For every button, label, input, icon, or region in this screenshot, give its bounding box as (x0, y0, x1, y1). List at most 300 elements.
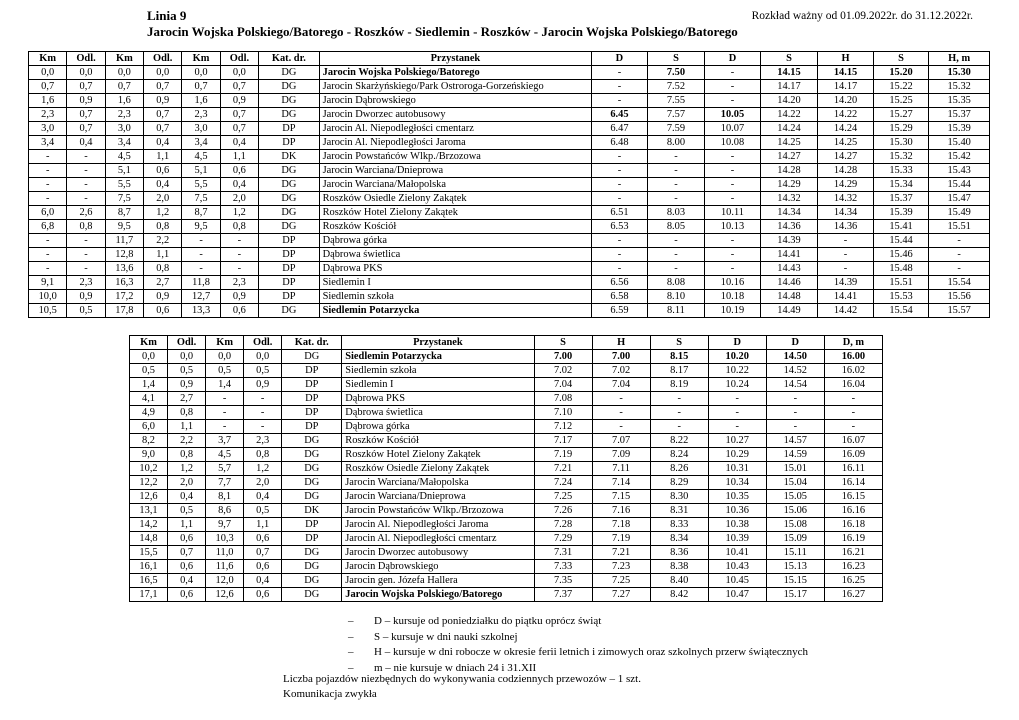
table-cell: 0,4 (168, 574, 206, 588)
table-cell: 15.13 (766, 560, 824, 574)
table-cell: DG (259, 164, 320, 178)
table-cell: 7.00 (534, 350, 592, 364)
table-cell: - (592, 420, 650, 434)
table-cell: - (29, 248, 67, 262)
table-cell: 0,0 (244, 350, 282, 364)
table-cell: 15.15 (766, 574, 824, 588)
table-row (130, 350, 883, 364)
table-cell: DP (282, 392, 342, 406)
table-cell: - (705, 178, 761, 192)
table-cell: 7.04 (592, 378, 650, 392)
table-cell: 8.03 (647, 206, 705, 220)
table-cell: - (206, 406, 244, 420)
table-cell: - (708, 420, 766, 434)
service-type-note: Komunikacja zwykła (283, 687, 377, 700)
stop-name: Roszków Hotel Zielony Zakątek (342, 448, 534, 462)
table-cell: - (824, 406, 882, 420)
table-cell: 15.54 (929, 276, 990, 290)
table-cell: 15.20 (873, 66, 929, 80)
table-cell: - (220, 234, 258, 248)
table-cell: 7.27 (592, 588, 650, 602)
table-cell: 0,6 (220, 304, 258, 318)
table-row (29, 290, 990, 304)
table-cell: - (705, 262, 761, 276)
table-cell: DG (282, 588, 342, 602)
table-cell: DG (259, 108, 320, 122)
table-cell: 15.32 (873, 150, 929, 164)
table-cell: 1,6 (182, 94, 220, 108)
table-cell: 15.37 (873, 192, 929, 206)
table-cell: 7.33 (534, 560, 592, 574)
table-cell: 7.57 (647, 108, 705, 122)
table-cell: 4,5 (206, 448, 244, 462)
table-cell: 10.29 (708, 448, 766, 462)
table-row (29, 234, 990, 248)
table-cell: 16.15 (824, 490, 882, 504)
table-cell: 15.48 (873, 262, 929, 276)
table-cell: - (929, 248, 990, 262)
table-cell: 1,1 (244, 518, 282, 532)
table-cell: - (592, 392, 650, 406)
table-cell: 0,8 (168, 448, 206, 462)
column-header: Odl. (220, 52, 258, 66)
table-cell: 14.41 (818, 290, 874, 304)
table-cell: - (592, 94, 648, 108)
table-cell: 14.54 (766, 378, 824, 392)
table-cell: 10.39 (708, 532, 766, 546)
table-cell: 16.16 (824, 504, 882, 518)
table-row (130, 448, 883, 462)
table-cell: 1,6 (29, 94, 67, 108)
table-cell: - (705, 150, 761, 164)
stop-name: Dąbrowa PKS (342, 392, 534, 406)
column-header: D (592, 52, 648, 66)
table-cell: 8.05 (647, 220, 705, 234)
table-cell: - (67, 234, 105, 248)
table-cell: 7.19 (534, 448, 592, 462)
table-cell: 15.30 (929, 66, 990, 80)
table-cell: 0,4 (220, 136, 258, 150)
table-row (130, 392, 883, 406)
table-cell: DG (282, 350, 342, 364)
table-cell: 16.07 (824, 434, 882, 448)
table-cell: 14.49 (760, 304, 818, 318)
table-cell: - (705, 66, 761, 80)
table-cell: 15.17 (766, 588, 824, 602)
table-cell: 14.15 (760, 66, 818, 80)
table-cell: 10.20 (708, 350, 766, 364)
stop-name: Jarocin Dąbrowskiego (342, 560, 534, 574)
table-cell: 7.23 (592, 560, 650, 574)
stop-name: Jarocin Wojska Polskiego/Batorego (319, 66, 592, 80)
table-cell: 7.09 (592, 448, 650, 462)
table-cell: 16.14 (824, 476, 882, 490)
table-row (29, 262, 990, 276)
legend-item (348, 645, 808, 661)
table-cell: - (705, 164, 761, 178)
table-cell: 0,8 (220, 220, 258, 234)
table-cell: DG (259, 66, 320, 80)
table-cell: 0,6 (220, 164, 258, 178)
table-cell: 6,0 (130, 420, 168, 434)
table-cell: - (220, 262, 258, 276)
table-cell: 8.31 (650, 504, 708, 518)
table-cell: - (67, 192, 105, 206)
legend-dash: – (348, 646, 354, 658)
table-cell: 10.13 (705, 220, 761, 234)
table-cell: - (647, 178, 705, 192)
table-cell: - (705, 80, 761, 94)
table-cell: DG (259, 304, 320, 318)
table-cell: - (244, 420, 282, 434)
table-cell: 6.59 (592, 304, 648, 318)
table-cell: 1,2 (168, 462, 206, 476)
table-cell: 0,4 (168, 490, 206, 504)
table-cell: 7.25 (534, 490, 592, 504)
table-cell: 5,5 (182, 178, 220, 192)
table-cell: 14.34 (760, 206, 818, 220)
stop-name: Roszków Kościół (319, 220, 592, 234)
table-cell: 1,2 (144, 206, 182, 220)
table-cell: 14.59 (766, 448, 824, 462)
table-cell: - (29, 192, 67, 206)
table-cell: 0,6 (168, 588, 206, 602)
legend-text: H – kursuje w dni robocze w okresie ferii letnich i zimowych oraz szkolnych przerw świątecznych (374, 646, 809, 658)
table-cell: 9,7 (206, 518, 244, 532)
table-cell: 6,0 (29, 206, 67, 220)
table-cell: 3,4 (105, 136, 143, 150)
table-cell: 0,7 (29, 80, 67, 94)
table-cell: 10.18 (705, 290, 761, 304)
table-cell: 15.49 (929, 206, 990, 220)
table-cell: 2,3 (244, 434, 282, 448)
table-cell: 15.05 (766, 490, 824, 504)
table-cell: 11,8 (182, 276, 220, 290)
table-cell: 14.42 (818, 304, 874, 318)
table-cell: 15.43 (929, 164, 990, 178)
column-header: Kat. dr. (259, 52, 320, 66)
table-cell: 7.50 (647, 66, 705, 80)
table-cell: 8,2 (130, 434, 168, 448)
table-cell: 16.00 (824, 350, 882, 364)
table-cell: 15.29 (873, 122, 929, 136)
table-cell: 5,1 (105, 164, 143, 178)
table-cell: 7.24 (534, 476, 592, 490)
table-cell: 14.24 (760, 122, 818, 136)
table-cell: 7,7 (206, 476, 244, 490)
table-cell: 10.08 (705, 136, 761, 150)
table-cell: 1,6 (105, 94, 143, 108)
table-cell: 15.53 (873, 290, 929, 304)
table-cell: 0,0 (67, 66, 105, 80)
table-cell: 15.51 (873, 276, 929, 290)
table-cell: 0,8 (144, 220, 182, 234)
table-cell: 8.29 (650, 476, 708, 490)
column-header: Km (206, 336, 244, 350)
table-cell: 7.08 (534, 392, 592, 406)
stop-name: Siedlemin szkoła (319, 290, 592, 304)
table-cell: 8.17 (650, 364, 708, 378)
table-cell: - (650, 406, 708, 420)
table-cell: 2,6 (67, 206, 105, 220)
column-header: H (592, 336, 650, 350)
table-cell: - (592, 164, 648, 178)
table-cell: 7.37 (534, 588, 592, 602)
table-cell: 14.39 (818, 276, 874, 290)
table-cell: 17,1 (130, 588, 168, 602)
table-cell: 7.59 (647, 122, 705, 136)
table-cell: 0,6 (168, 560, 206, 574)
table-cell: - (592, 192, 648, 206)
table-cell: 8.24 (650, 448, 708, 462)
table-cell: 15.41 (873, 220, 929, 234)
table-cell: 16.11 (824, 462, 882, 476)
table-cell: 2,0 (244, 476, 282, 490)
table-cell: 8.00 (647, 136, 705, 150)
stop-name: Jarocin Dąbrowskiego (319, 94, 592, 108)
table-cell: 4,9 (130, 406, 168, 420)
table-cell: 6.48 (592, 136, 648, 150)
table-row (130, 476, 883, 490)
table-row (29, 150, 990, 164)
table-cell: - (244, 406, 282, 420)
stop-name: Jarocin Dworzec autobusowy (342, 546, 534, 560)
table-cell: 13,6 (105, 262, 143, 276)
stop-name: Siedlemin szkoła (342, 364, 534, 378)
table-cell: 16.04 (824, 378, 882, 392)
table-cell: 15,5 (130, 546, 168, 560)
table-cell: 8.26 (650, 462, 708, 476)
table-cell: 15.06 (766, 504, 824, 518)
table-cell: 10.35 (708, 490, 766, 504)
column-header: Km (182, 52, 220, 66)
column-header: Odl. (67, 52, 105, 66)
column-header: Przystanek (319, 52, 592, 66)
table-cell: 12,8 (105, 248, 143, 262)
table-row (130, 406, 883, 420)
table-cell: 14.32 (818, 192, 874, 206)
table-cell: 2,0 (220, 192, 258, 206)
table-cell: 0,9 (244, 378, 282, 392)
table-cell: 0,4 (244, 574, 282, 588)
table-row (29, 304, 990, 318)
table-cell: - (705, 192, 761, 206)
table-cell: 0,4 (67, 136, 105, 150)
table-cell: 15.54 (873, 304, 929, 318)
table-row (130, 518, 883, 532)
table-cell: 3,0 (182, 122, 220, 136)
table-cell: DK (259, 150, 320, 164)
table-cell: DG (282, 462, 342, 476)
table-cell: 0,5 (168, 364, 206, 378)
table-cell: DP (259, 262, 320, 276)
table-cell: 15.11 (766, 546, 824, 560)
table-cell: 7.04 (534, 378, 592, 392)
column-header: Przystanek (342, 336, 534, 350)
table-row (130, 378, 883, 392)
table-cell: 0,7 (67, 122, 105, 136)
table-cell: - (647, 262, 705, 276)
table-cell: 2,2 (144, 234, 182, 248)
table-cell: 6.53 (592, 220, 648, 234)
table-cell: 14.20 (760, 94, 818, 108)
table-cell: 15.39 (929, 122, 990, 136)
table-cell: 14.29 (818, 178, 874, 192)
table-row (29, 66, 990, 80)
stop-name: Jarocin Warciana/Dnieprowa (319, 164, 592, 178)
table-cell: 15.33 (873, 164, 929, 178)
table-row (130, 574, 883, 588)
table-cell: 0,5 (168, 504, 206, 518)
stop-name: Jarocin Wojska Polskiego/Batorego (342, 588, 534, 602)
table-cell: - (650, 420, 708, 434)
table-cell: 0,4 (244, 490, 282, 504)
table-cell: - (708, 406, 766, 420)
table-cell: 0,7 (244, 546, 282, 560)
table-cell: 2,3 (67, 276, 105, 290)
notes (283, 672, 641, 701)
line-number: Linia 9 (147, 8, 187, 23)
table-cell: 14.17 (760, 80, 818, 94)
table-cell: 15.44 (873, 234, 929, 248)
table-cell: 0,9 (220, 94, 258, 108)
table-cell: DG (259, 94, 320, 108)
table-cell: 14.52 (766, 364, 824, 378)
stop-name: Dąbrowa świetlica (342, 406, 534, 420)
table-header-row (130, 336, 883, 350)
table-cell: 2,3 (105, 108, 143, 122)
table-cell: - (592, 248, 648, 262)
table-cell: 14.48 (760, 290, 818, 304)
table-cell: 4,5 (105, 150, 143, 164)
table-cell: - (818, 248, 874, 262)
table-cell: 9,5 (182, 220, 220, 234)
table-cell: 15.57 (929, 304, 990, 318)
table-cell: - (67, 164, 105, 178)
table-cell: 6.45 (592, 108, 648, 122)
table-cell: - (592, 262, 648, 276)
table-cell: 0,7 (168, 546, 206, 560)
table-cell: - (592, 66, 648, 80)
table-cell: 11,0 (206, 546, 244, 560)
table-cell: 15.01 (766, 462, 824, 476)
stop-name: Jarocin Al. Niepodległości cmentarz (319, 122, 592, 136)
table-row (130, 462, 883, 476)
table-row (130, 588, 883, 602)
table-row (29, 220, 990, 234)
table-row (130, 504, 883, 518)
table-cell: - (647, 164, 705, 178)
legend-dash: – (348, 630, 354, 643)
table-cell: 0,7 (220, 80, 258, 94)
table-cell: 8.30 (650, 490, 708, 504)
table-cell: DG (282, 560, 342, 574)
table-cell: 0,0 (29, 66, 67, 80)
table-cell: DP (282, 518, 342, 532)
table-cell: 3,4 (182, 136, 220, 150)
table-cell: 16,3 (105, 276, 143, 290)
table-row (29, 136, 990, 150)
table-cell: 0,7 (67, 108, 105, 122)
table-cell: 14.43 (760, 262, 818, 276)
table-cell: 0,7 (144, 80, 182, 94)
table-cell: 15.37 (929, 108, 990, 122)
column-header: S (760, 52, 818, 66)
table-cell: 7.21 (534, 462, 592, 476)
table-cell: 14.36 (818, 220, 874, 234)
table-row (29, 178, 990, 192)
table-cell: - (29, 262, 67, 276)
table-cell: DG (282, 476, 342, 490)
table-cell: 15.51 (929, 220, 990, 234)
table-cell: 16.27 (824, 588, 882, 602)
table-cell: - (67, 248, 105, 262)
table-cell: DP (259, 248, 320, 262)
table-cell: - (592, 406, 650, 420)
table-cell: 16.09 (824, 448, 882, 462)
table-cell: 0,9 (220, 290, 258, 304)
table-cell: 0,6 (144, 164, 182, 178)
table-cell: 16.18 (824, 518, 882, 532)
table-cell: 6.51 (592, 206, 648, 220)
table-cell: - (818, 262, 874, 276)
table-cell: 7.10 (534, 406, 592, 420)
table-cell: 9,1 (29, 276, 67, 290)
table-cell: 14.25 (818, 136, 874, 150)
table-cell: 10.31 (708, 462, 766, 476)
stop-name: Jarocin Powstańców Wlkp./Brzozowa (319, 150, 592, 164)
table-cell: 0,6 (168, 532, 206, 546)
table-cell: 1,4 (130, 378, 168, 392)
table-cell: - (824, 420, 882, 434)
table-cell: 10.38 (708, 518, 766, 532)
table-cell: 10,2 (130, 462, 168, 476)
table-cell: DG (259, 206, 320, 220)
table-cell: 0,9 (67, 94, 105, 108)
table-cell: - (824, 392, 882, 406)
table-cell: - (592, 178, 648, 192)
table-cell: 0,0 (130, 350, 168, 364)
table-cell: 0,7 (144, 122, 182, 136)
table-cell: - (929, 234, 990, 248)
table-cell: 7.31 (534, 546, 592, 560)
table-cell: 7.02 (534, 364, 592, 378)
stop-name: Siedlemin Potarzycka (319, 304, 592, 318)
table-cell: - (647, 234, 705, 248)
table-row (130, 364, 883, 378)
table-cell: 8.10 (647, 290, 705, 304)
legend-item (348, 630, 808, 646)
stop-name: Jarocin Al. Niepodległości cmentarz (342, 532, 534, 546)
table-cell: 2,7 (168, 392, 206, 406)
table-cell: 13,3 (182, 304, 220, 318)
table-cell: 15.08 (766, 518, 824, 532)
table-cell: 0,4 (220, 178, 258, 192)
table-cell: - (647, 248, 705, 262)
table-cell: 10.05 (705, 108, 761, 122)
table-cell: - (29, 150, 67, 164)
table-row (29, 94, 990, 108)
table-cell: 1,1 (144, 150, 182, 164)
table-cell: 10.47 (708, 588, 766, 602)
table-cell: 14,8 (130, 532, 168, 546)
table-cell: - (766, 406, 824, 420)
table-cell: 14.46 (760, 276, 818, 290)
table-cell: 0,9 (168, 378, 206, 392)
table-cell: 0,0 (206, 350, 244, 364)
legend-dash: – (348, 661, 354, 674)
table-cell: DP (259, 234, 320, 248)
